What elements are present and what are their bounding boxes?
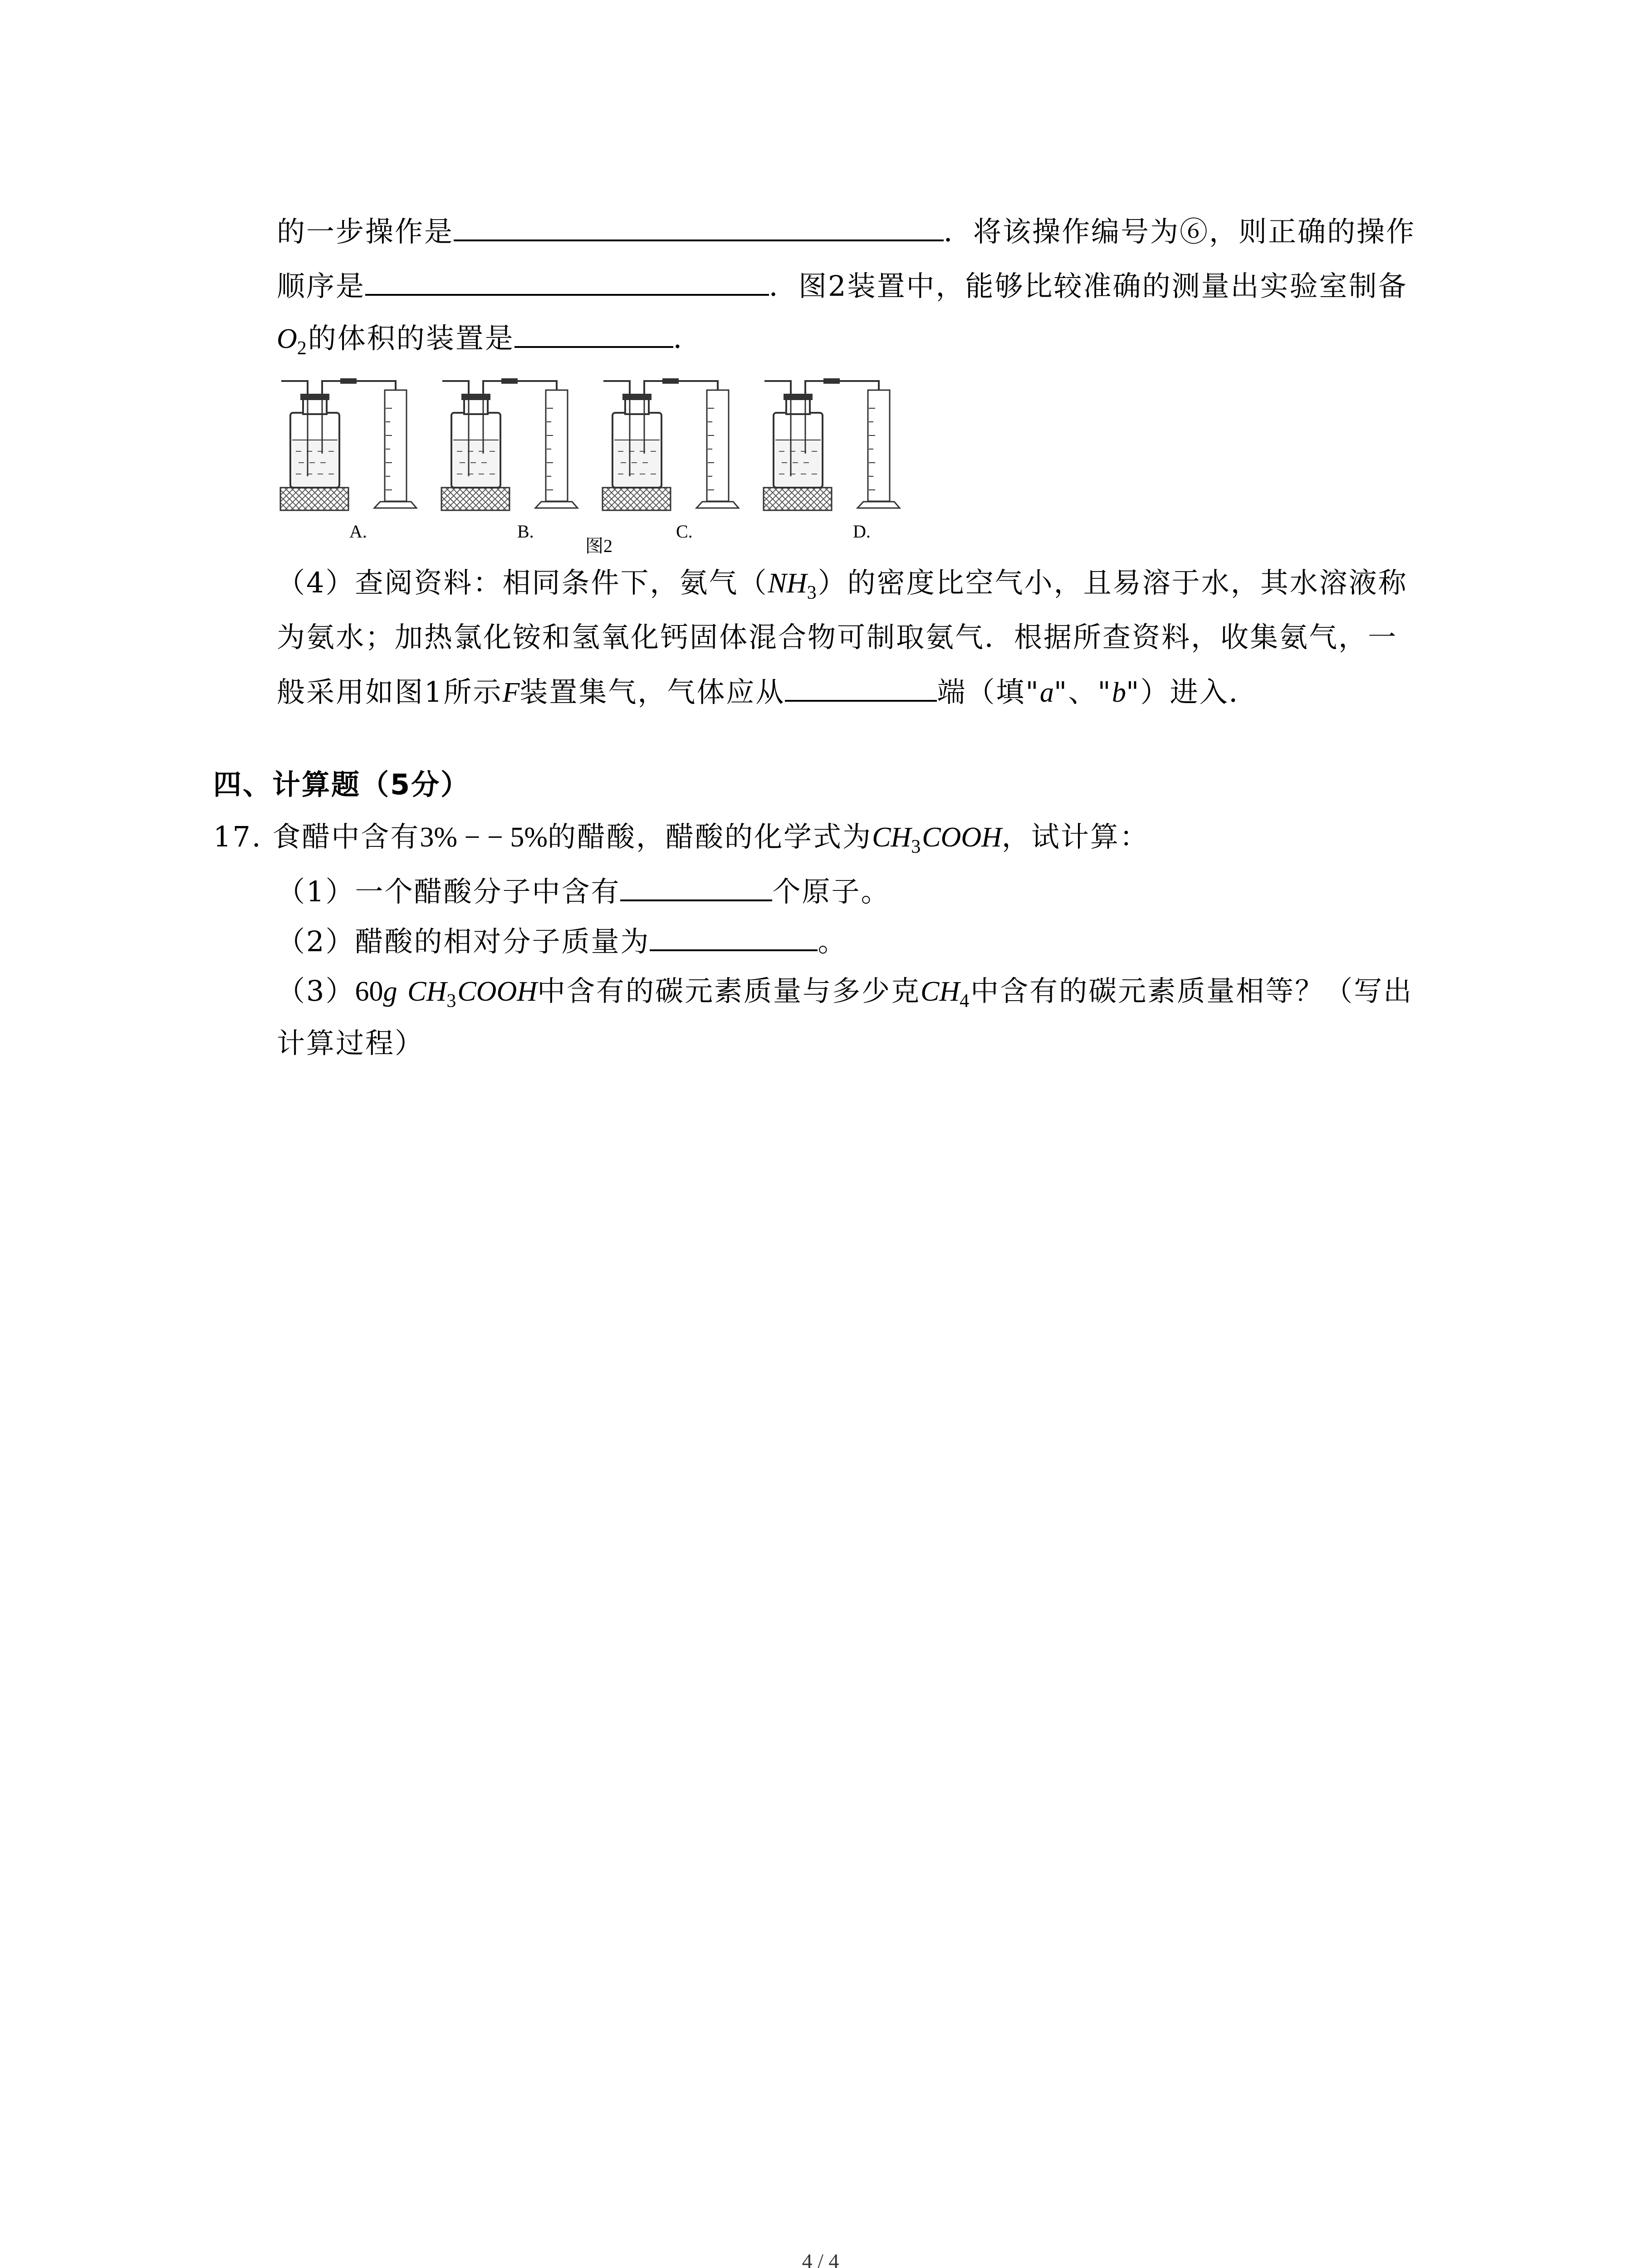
methane-formula: CH [921, 976, 960, 1007]
q16-part4-text: （4）查阅资料：相同条件下，氨气（ [277, 566, 768, 599]
q17-stem [213, 819, 1149, 865]
subscript: 3 [807, 582, 818, 603]
end-a: a [1039, 677, 1054, 708]
q17-part1 [277, 873, 890, 910]
apparatus-d [764, 378, 900, 510]
subscript: 4 [960, 991, 971, 1012]
q17-part3-text: 中含有的碳元素质量与多少克 [537, 974, 921, 1007]
acetic-acid-formula: COOH [457, 976, 537, 1007]
acetic-acid-formula: CH [407, 976, 447, 1007]
q16-part4-text: 为氨水；加热氯化铵和氢氧化钙固体混合物可制取氨气．根据所查资料，收集氨气，一 [277, 621, 1398, 654]
end-b: b [1112, 677, 1126, 708]
q16-part4-text: ）的密度比空气小，且易溶于水，其水溶液称 [818, 566, 1408, 599]
q16-line-1 [277, 213, 1416, 250]
figure-caption: 图2 [585, 536, 612, 556]
q17-text: 17. 食醋中含有 [213, 820, 420, 853]
q17-part3-text: 计算过程） [277, 1026, 425, 1060]
q16-part4-line-1 [277, 565, 1408, 611]
q17-part3-text: 中含有的碳元素质量相等？（写出 [970, 974, 1413, 1007]
subscript: 3 [446, 991, 458, 1012]
q16-line-3 [277, 320, 703, 367]
percentage-range: 3% − − 5% [420, 822, 548, 853]
q17-part3-line-2 [277, 1025, 424, 1061]
mass-unit: g [383, 976, 397, 1007]
q17-part3-text: （3） [277, 974, 355, 1007]
q16-part4-line-3 [277, 674, 1258, 711]
q17-part1-text: 个原子。 [772, 875, 891, 908]
q17-part2-text: （2）醋酸的相对分子质量为 [277, 925, 650, 958]
q16-text: ． [673, 322, 703, 355]
apparatus-c [603, 378, 739, 510]
q16-line-2 [277, 268, 1407, 304]
apparatus-a [280, 378, 416, 510]
answer-blank-molar-mass[interactable] [650, 923, 818, 951]
q17-part1-text: （1）一个醋酸分子中含有 [277, 875, 621, 908]
answer-blank-order[interactable] [365, 268, 769, 296]
option-label-d: D. [853, 521, 871, 542]
q16-text: 顺序是 [277, 269, 366, 303]
option-label-c: C. [676, 521, 693, 542]
mass-value: 60 [355, 976, 383, 1007]
q16-part4-text: "、" [1053, 675, 1112, 709]
q17-text: 的醋酸，醋酸的化学式为 [548, 820, 872, 853]
subscript: 3 [911, 836, 922, 857]
ammonia-formula: NH [768, 568, 807, 599]
q17-part2-text: 。 [818, 925, 847, 958]
q16-part4-text: "）进入． [1126, 675, 1259, 709]
q16-part4-line-2 [277, 619, 1397, 655]
q17-part3-line-1 [277, 973, 1413, 1019]
option-label-a: A. [349, 521, 367, 542]
section-heading [213, 767, 470, 803]
section-heading-text: 四、计算题（5分） [213, 768, 470, 801]
q17-text: ，试计算： [1001, 820, 1149, 853]
apparatus-b [441, 378, 578, 510]
figure-2 [277, 372, 921, 555]
answer-blank-device[interactable] [514, 320, 673, 348]
q16-part4-text: 装置集气，气体应从 [519, 675, 785, 709]
q16-text: ．图2装置中，能够比较准确的测量出实验室制备 [769, 269, 1408, 303]
answer-blank-step[interactable] [454, 213, 944, 241]
q16-text: 的一步操作是 [277, 215, 454, 248]
q16-part4-text: 般采用如图1所示 [277, 675, 503, 709]
q16-text: 的体积的装置是 [308, 322, 514, 355]
oxygen-symbol: O [277, 323, 297, 354]
answer-blank-atoms[interactable] [620, 873, 772, 901]
subscript: 2 [297, 338, 308, 359]
option-label-b: B. [517, 521, 534, 542]
figure-2-apparatus [277, 372, 921, 553]
page-number: 4 / 4 [802, 2249, 839, 2268]
acetic-acid-formula: COOH [922, 822, 1002, 853]
acetic-acid-formula: CH [872, 822, 911, 853]
q16-part4-text: 端（填" [937, 675, 1040, 709]
answer-blank-inlet[interactable] [785, 674, 937, 702]
device-letter: F [502, 677, 520, 708]
q17-part2 [277, 923, 847, 960]
q16-text: ．将该操作编号为⑥，则正确的操作 [944, 215, 1416, 248]
